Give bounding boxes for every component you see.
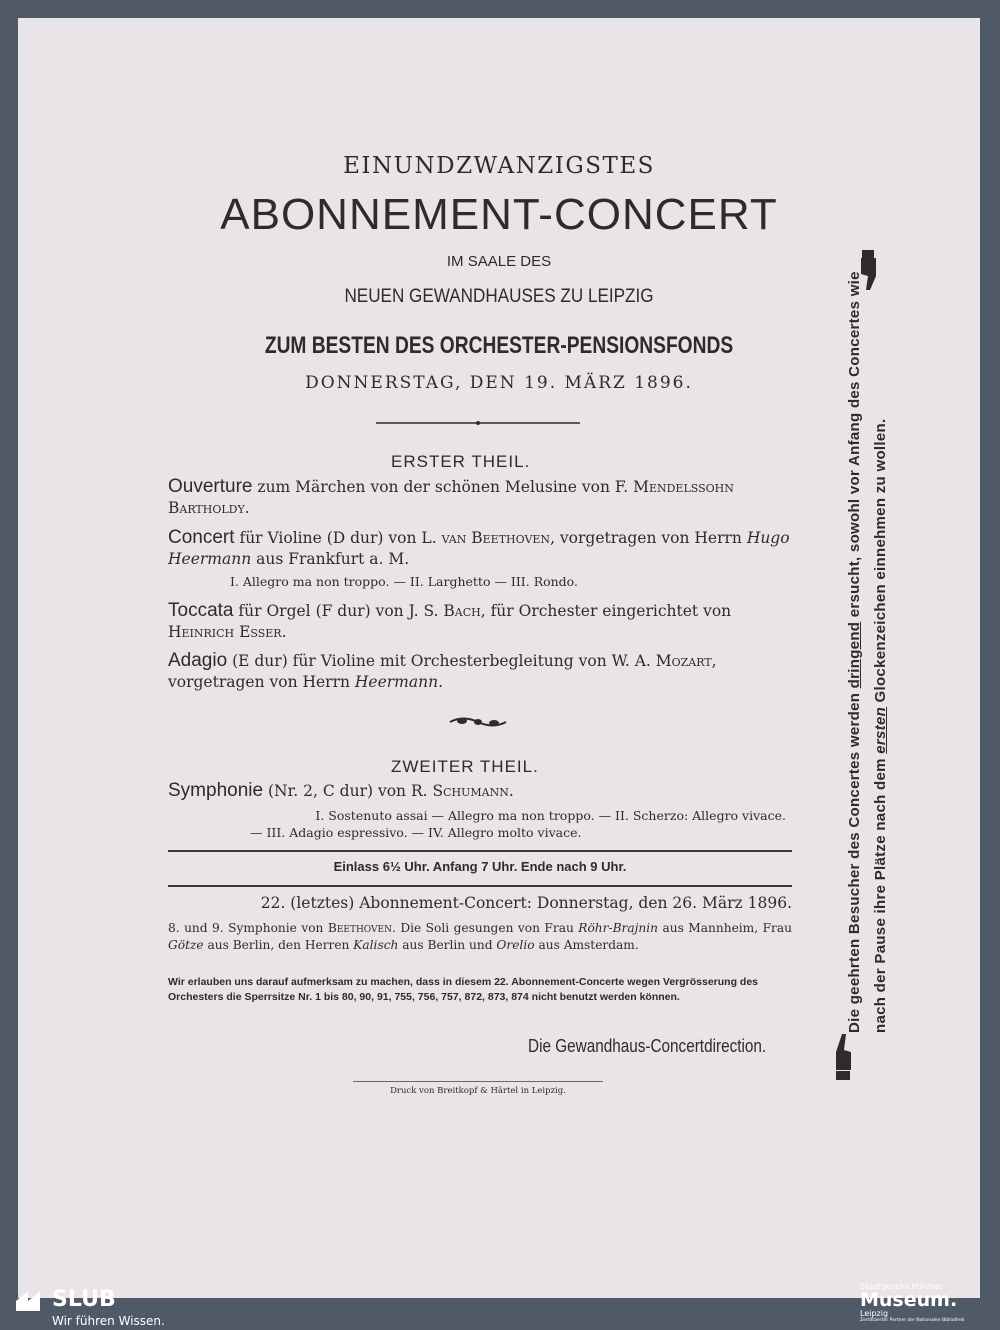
program-item-concert: Concert für Violine (D dur) von L. van Beethoven, vorgetragen von Herrn Hugo Heermann aus Frankfurt a. M. <box>168 527 790 568</box>
benefit-line: ZUM BESTEN DES ORCHESTER-PENSIONSFONDS <box>264 332 734 359</box>
concert-title: ABONNEMENT-CONCERT <box>220 190 778 239</box>
concert-movements: I. Allegro ma non troppo. — II. Larghetto — III. Rondo. <box>230 574 578 589</box>
venue-name: NEUEN GEWANDHAUSES ZU LEIPZIG <box>344 286 654 307</box>
seating-notice: Wir erlauben uns darauf aufmerksam zu machen, dass in diesem 22. Abonnement-Concerte wegen Vergrösserung des Orchesters die Sperrsitze Nr. 1 bis 80, 90, 91, 755, 756, 757, 872, 873, 874 nicht benutzt werden können. <box>168 976 759 1003</box>
next-concert-headline: 22. (letztes) Abonnement-Concert: Donnerstag, den 26. März 1896. <box>260 894 792 912</box>
program-item-ouverture: Ouverture zum Märchen von der schönen Melusine von F. Mendelssohn Bartholdy. <box>168 476 734 517</box>
divider-rule <box>168 850 792 852</box>
program-sheet <box>18 18 980 1298</box>
pointing-hand-icon <box>830 1034 856 1080</box>
printer-rule <box>353 1081 603 1082</box>
program-item-symphonie: Symphonie (Nr. 2, C dur) von R. Schumann. <box>168 780 514 801</box>
part2-title: ZWEITER THEIL. <box>391 757 539 776</box>
program-item-adagio: Adagio (E dur) für Violine mit Orchesterbegleitung von W. A. Mozart, vorgetragen von Herrn Heermann. <box>168 650 717 691</box>
side-note-line-1: Die geehrten Besucher des Concertes werden dringend ersucht, sowohl vor Anfang des Concertes wie <box>846 271 863 1033</box>
pointing-hand-icon <box>856 250 882 292</box>
concert-date: DONNERSTAG, DEN 19. MÄRZ 1896. <box>305 373 693 393</box>
floral-ornament <box>448 713 508 731</box>
museum-logo[interactable]: Stadtgeschichtliches Museum. Leipzig Zertifizierter Partner der Nationalen Bibliothek <box>860 1282 965 1323</box>
divider-ornament <box>376 419 580 427</box>
concert-number: EINUNDZWANZIGSTES <box>343 153 655 179</box>
printer-imprint: Druck von Breitkopf & Härtel in Leipzig. <box>390 1086 566 1096</box>
divider-rule <box>168 885 792 887</box>
venue-intro: IM SAALE DES <box>446 253 552 270</box>
side-note-line-2: nach der Pause ihre Plätze nach dem ersten Glockenzeichen einnehmen zu wollen. <box>872 418 889 1033</box>
symphonie-movements-1: I. Sostenuto assai — Allegro ma non troppo. — II. Scherzo: Allegro vivace. <box>315 808 786 823</box>
signature: Die Gewandhaus-Concertdirection. <box>527 1036 766 1056</box>
program-item-toccata: Toccata für Orgel (F dur) von J. S. Bach, für Orchester eingerichtet von Heinrich Esser. <box>168 600 732 641</box>
part1-title: ERSTER THEIL. <box>391 452 531 471</box>
slub-mark-icon <box>14 1289 44 1313</box>
next-concert-details: 8. und 9. Symphonie von Beethoven. Die Soli gesungen von Frau Röhr-Brajnin aus Mannheim, Frau Götze aus Berlin, den Herren Kalisch aus Berlin und Orelio aus Amsterdam. <box>168 921 792 952</box>
symphonie-movements-2: — III. Adagio espressivo. — IV. Allegro molto vivace. <box>250 825 582 840</box>
concert-times: Einlass 6½ Uhr. Anfang 7 Uhr. Ende nach 9 Uhr. <box>333 859 627 874</box>
